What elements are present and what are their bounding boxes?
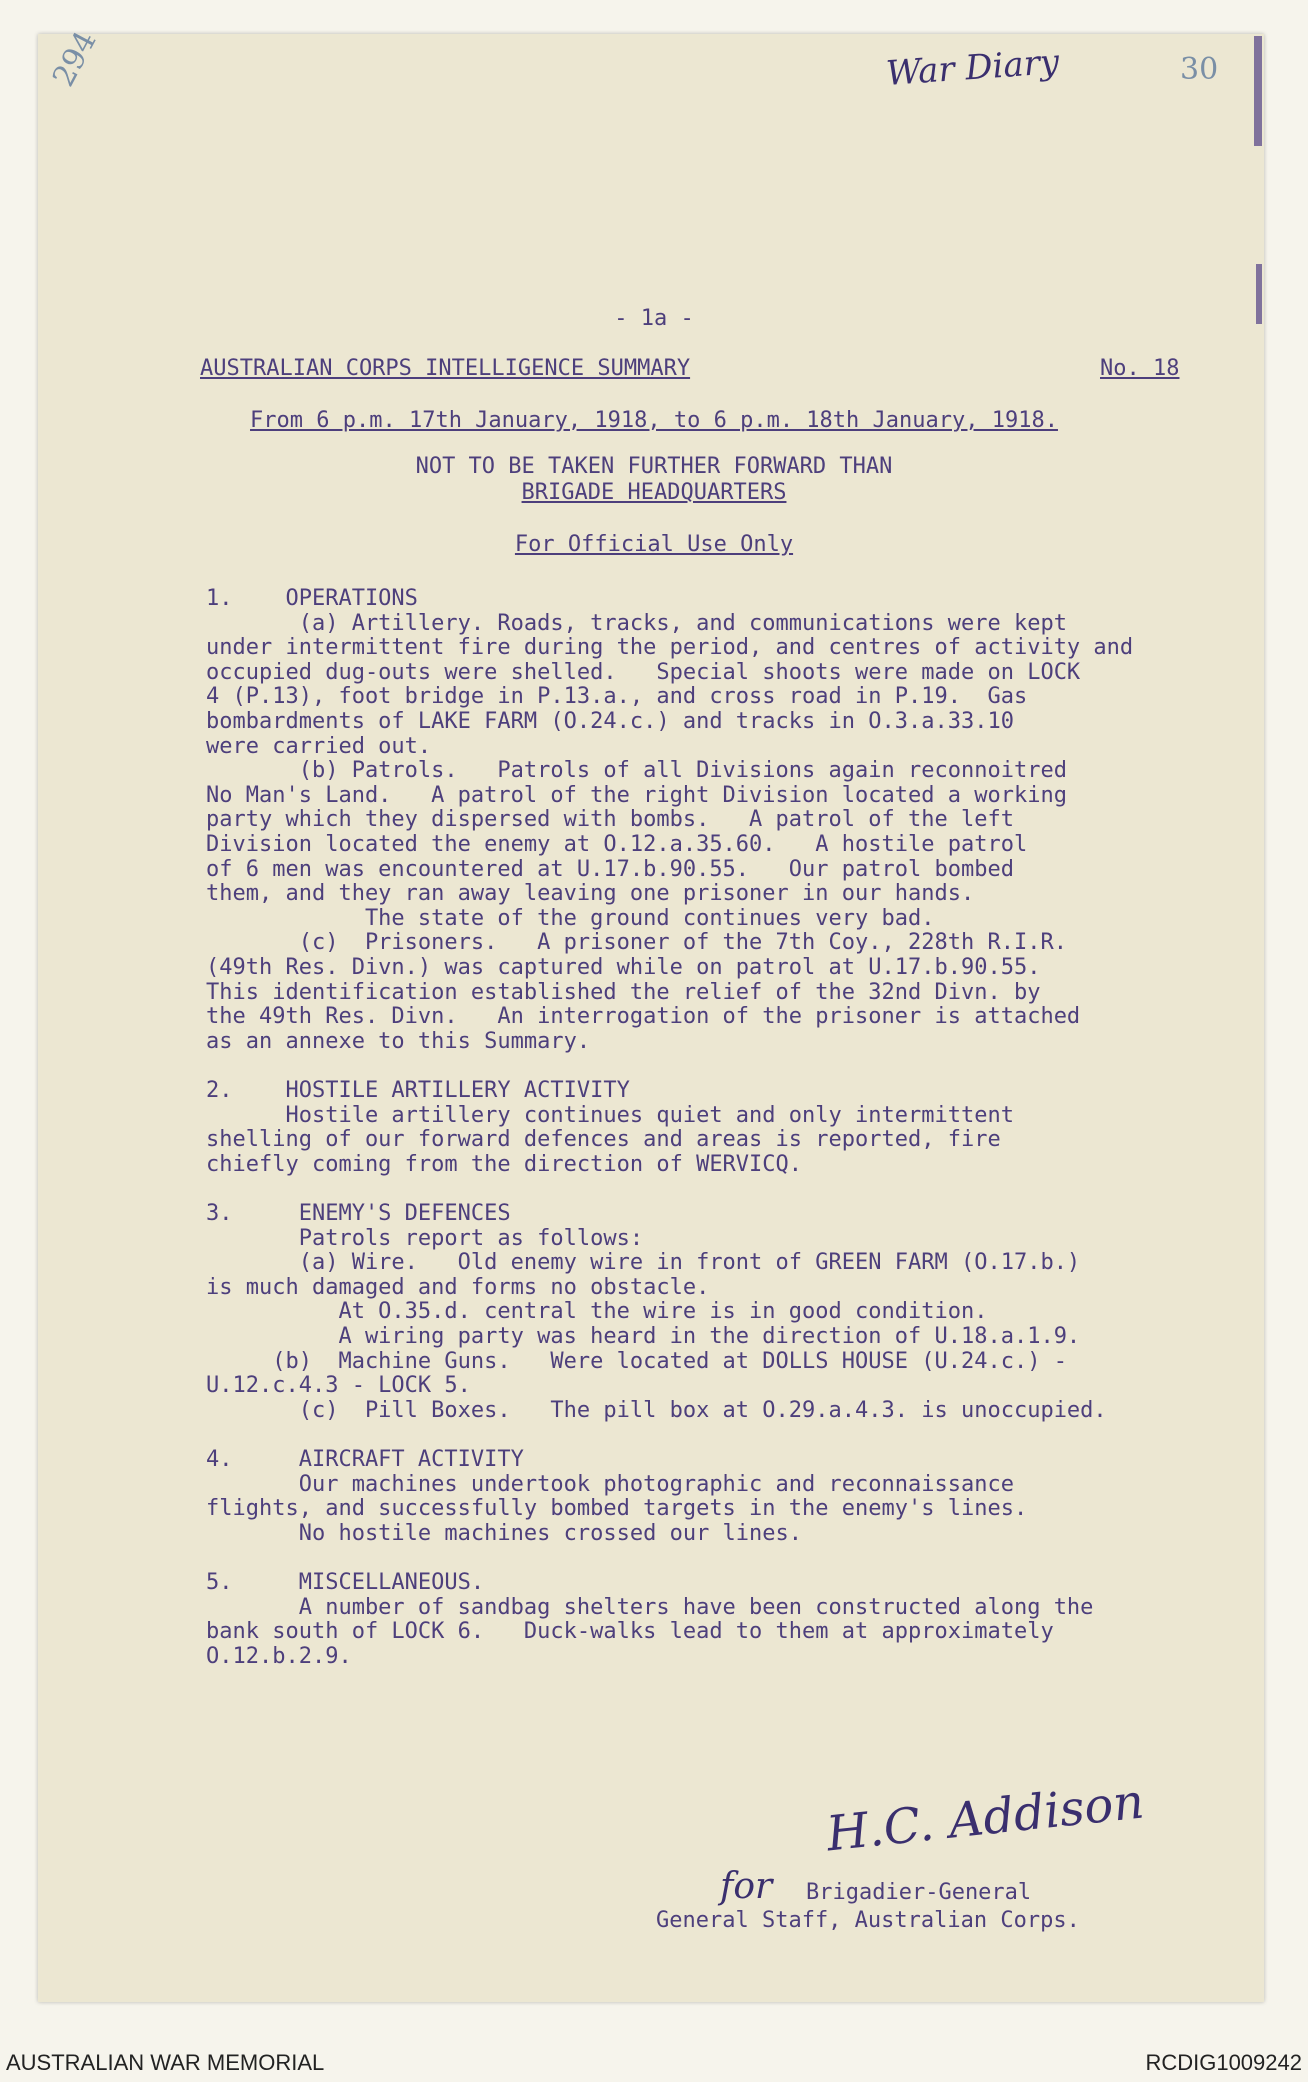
- body-line: A number of sandbag shelters have been constructed along the: [206, 1594, 1094, 1620]
- reporting-period: From 6 p.m. 17th January, 1918, to 6 p.m. 18th January, 1918.: [250, 408, 1058, 433]
- body-line: (a) Wire. Old enemy wire in front of GREEN FARM (O.17.b.): [206, 1250, 1081, 1276]
- body-line: A wiring party was heard in the direction of U.18.a.1.9.: [206, 1324, 1081, 1349]
- body-line: 2. HOSTILE ARTILLERY ACTIVITY: [206, 1078, 630, 1103]
- body-line: At O.35.d. central the wire is in good condition.: [206, 1299, 988, 1325]
- body-line: the 49th Res. Divn. An interrogation of the prisoner is attached: [206, 1004, 1081, 1030]
- body-line: (b) Patrols. Patrols of all Divisions again reconnoitred: [206, 758, 1067, 784]
- body-line: 5. MISCELLANEOUS.: [206, 1570, 485, 1595]
- footer-archive-name: AUSTRALIAN WAR MEMORIAL: [6, 2050, 325, 2075]
- ink-mark-top-right: [1254, 36, 1262, 146]
- classification: For Official Use Only: [514, 532, 794, 557]
- for-mark: for: [720, 1866, 773, 1907]
- body-line: U.12.c.4.3 - LOCK 5.: [206, 1373, 471, 1399]
- body-line: Patrols report as follows:: [206, 1225, 644, 1251]
- body-line: (b) Machine Guns. Were located at DOLLS HOUSE (U.24.c.) -: [206, 1348, 1067, 1374]
- body-line: 3. ENEMY'S DEFENCES: [206, 1201, 511, 1226]
- body-line: occupied dug-outs were shelled. Special shoots were made on LOCK: [206, 659, 1081, 685]
- body-line: shelling of our forward defences and areas is reported, fire: [206, 1127, 1001, 1153]
- body-line: Our machines undertook photographic and reconnaissance: [206, 1471, 1014, 1497]
- handwritten-war-diary: War Diary: [884, 42, 1061, 94]
- body-line: bank south of LOCK 6. Duck-walks lead to them at approximately: [206, 1619, 1054, 1645]
- body-line: (a) Artillery. Roads, tracks, and communications were kept: [206, 610, 1067, 636]
- body-line: under intermittent fire during the period, and centres of activity and: [206, 635, 1134, 661]
- folio-number-left: 294: [46, 25, 104, 93]
- document-title: AUSTRALIAN CORPS INTELLIGENCE SUMMARY: [200, 356, 691, 381]
- body-line: (c) Prisoners. A prisoner of the 7th Coy., 228th R.I.R.: [206, 930, 1067, 956]
- body-line: party which they dispersed with bombs. A patrol of the left: [206, 807, 1014, 833]
- body-line: This identification established the relief of the 32nd Divn. by: [206, 979, 1041, 1005]
- body-line: as an annexe to this Summary.: [206, 1028, 591, 1054]
- body-line: them, and they ran away leaving one prisoner in our hands.: [206, 881, 975, 907]
- body-line: is much damaged and forms no obstacle.: [206, 1274, 710, 1300]
- folio-number-right: 30: [1180, 52, 1219, 87]
- signatory-rank: Brigadier-General: [806, 1880, 1032, 1905]
- signatory-unit: General Staff, Australian Corps.: [656, 1908, 1080, 1933]
- body-line: No hostile machines crossed our lines.: [206, 1520, 803, 1546]
- body-line: Division located the enemy at O.12.a.35.60. A hostile patrol: [206, 832, 1028, 857]
- body-line: (49th Res. Divn.) was captured while on patrol at U.17.b.90.55.: [206, 955, 1041, 980]
- body-line: 4 (P.13), foot bridge in P.13.a., and cross road in P.19. Gas: [206, 684, 1028, 710]
- body-line: 1. OPERATIONS: [206, 586, 418, 611]
- body-line: (c) Pill Boxes. The pill box at O.29.a.4.3. is unoccupied.: [206, 1397, 1107, 1423]
- body-line: of 6 men was encountered at U.17.b.90.55. Our patrol bombed: [206, 856, 1014, 882]
- body-line: flights, and successfully bombed targets in the enemy's lines.: [206, 1496, 1028, 1522]
- restriction-line-2: BRIGADE HEADQUARTERS: [521, 480, 787, 505]
- page-number: - 1a -: [614, 306, 694, 331]
- body-line: Hostile artillery continues quiet and only intermittent: [206, 1102, 1014, 1128]
- body-line: 4. AIRCRAFT ACTIVITY: [206, 1447, 524, 1472]
- body-line: The state of the ground continues very bad.: [206, 905, 935, 931]
- body-line: No Man's Land. A patrol of the right Division located a working: [206, 782, 1067, 808]
- footer-record-id: RCDIG1009242: [1145, 2050, 1302, 2075]
- body-line: O.12.b.2.9.: [206, 1643, 352, 1669]
- signature: H.C. Addison: [823, 1773, 1147, 1863]
- restriction-line-1: NOT TO BE TAKEN FURTHER FORWARD THAN: [415, 454, 893, 479]
- body-line: bombardments of LAKE FARM (O.24.c.) and tracks in O.3.a.33.10: [206, 709, 1014, 734]
- body-line: were carried out.: [206, 733, 432, 759]
- summary-number: No. 18: [1100, 356, 1180, 381]
- body-line: chiefly coming from the direction of WERVICQ.: [206, 1151, 803, 1177]
